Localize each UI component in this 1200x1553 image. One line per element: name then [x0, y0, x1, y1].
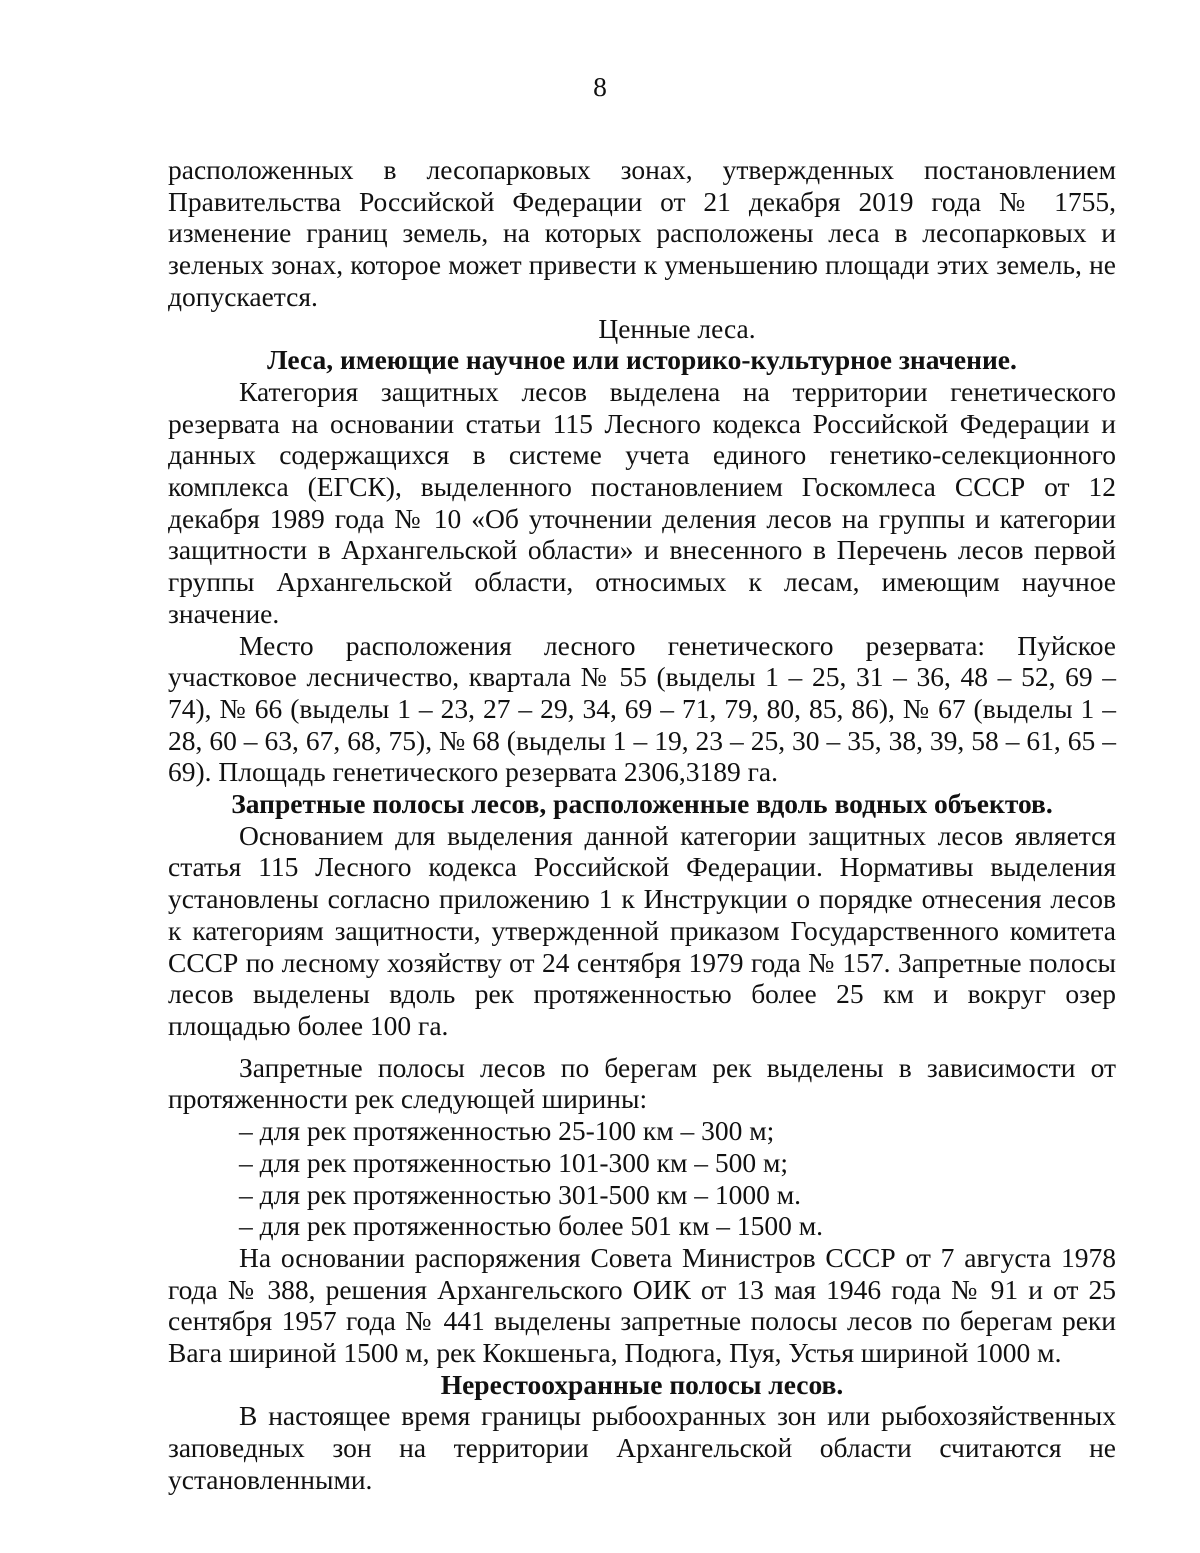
width-list-item: – для рек протяженностью 101-300 км – 500 м;: [239, 1146, 789, 1178]
page-number: 8: [593, 71, 607, 102]
scientific-paragraph-1: Категория защитных лесов выделена на территории генетического резервата на основании статьи 115 Лесного кодекса Российской Федерации и данных содержащихся в системе учета единого генетико-селекционного комплекса (ЕГСК), выделенного постановлением Госкомлеса СССР от 12 декабря 1989 года № 10 «Об уточнении деления лесов на группы и категории защитности в Архангельской области» и внесенного в Перечень лесов первой группы Архангельской области, относимых к лесам, имеющим научное значение.: [168, 375, 1116, 629]
scientific-paragraph-2: Место расположения лесного генетического резервата: Пуйское участковое лесничество, квартала № 55 (выделы 1 – 25, 31 – 36, 48 – 52, 69 – 74), № 66 (выделы 1 – 23, 27 – 29, 34, 69 – 71, 79, 80, 85, 86), № 67 (выделы 1 – 28, 60 – 63, 67, 68, 75), № 68 (выделы 1 – 19, 23 – 25, 30 – 35, 38, 39, 58 – 61, 65 – 69). Площадь генетического резервата 2306,3189 га.: [168, 629, 1116, 788]
width-list-item: – для рек протяженностью более 501 км – 1500 м.: [239, 1210, 824, 1242]
width-list-item: – для рек протяженностью 25-100 км – 300 м;: [239, 1115, 775, 1147]
spawning-protection-heading: Нерестоохранные полосы лесов.: [440, 1368, 844, 1400]
water-paragraph-2: Запретные полосы лесов по берегам рек выделены в зависимости от протяженности рек следующей ширины:: [168, 1051, 1116, 1115]
scientific-forests-heading: Леса, имеющие научное или историко-культурное значение.: [267, 344, 1017, 376]
water-protection-heading: Запретные полосы лесов, расположенные вдоль водных объектов.: [231, 788, 1053, 820]
width-list-item: – для рек протяженностью 301-500 км – 1000 м.: [239, 1178, 802, 1210]
valuable-forests-title: Ценные леса.: [598, 312, 756, 344]
paragraph-gap: [168, 1042, 1116, 1052]
document-body: [168, 154, 1116, 1496]
water-paragraph-3: На основании распоряжения Совета Министров СССР от 7 августа 1978 года № 388, решения Архангельского ОИК от 13 мая 1946 года № 91 и от 25 сентября 1957 года № 441 выделены запретные полосы лесов по берегам реки Вага шириной 1500 м, рек Кокшеньга, Подюга, Пуя, Устья шириной 1000 м.: [168, 1241, 1116, 1369]
intro-paragraph: расположенных в лесопарковых зонах, утвержденных постановлением Правительства Российской Федерации от 21 декабря 2019 года № 1755, изменение границ земель, на которых расположены леса в лесопарковых и зеленых зонах, которое может привести к уменьшению площади этих земель, не допускается.: [168, 154, 1116, 312]
water-paragraph-1: Основанием для выделения данной категории защитных лесов является статья 115 Лесного кодекса Российской Федерации. Нормативы выделения установлены согласно приложению 1 к Инструкции о порядке отнесения лесов к категориям защитности, утвержденной приказом Государственного комитета СССР по лесному хозяйству от 24 сентября 1979 года № 157. Запретные полосы лесов выделены вдоль рек протяженностью более 25 км и вокруг озер площадью более 100 га.: [168, 819, 1116, 1041]
spawning-paragraph: В настоящее время границы рыбоохранных зон или рыбохозяйственных заповедных зон на территории Архангельской области считаются не установленными.: [168, 1400, 1116, 1495]
